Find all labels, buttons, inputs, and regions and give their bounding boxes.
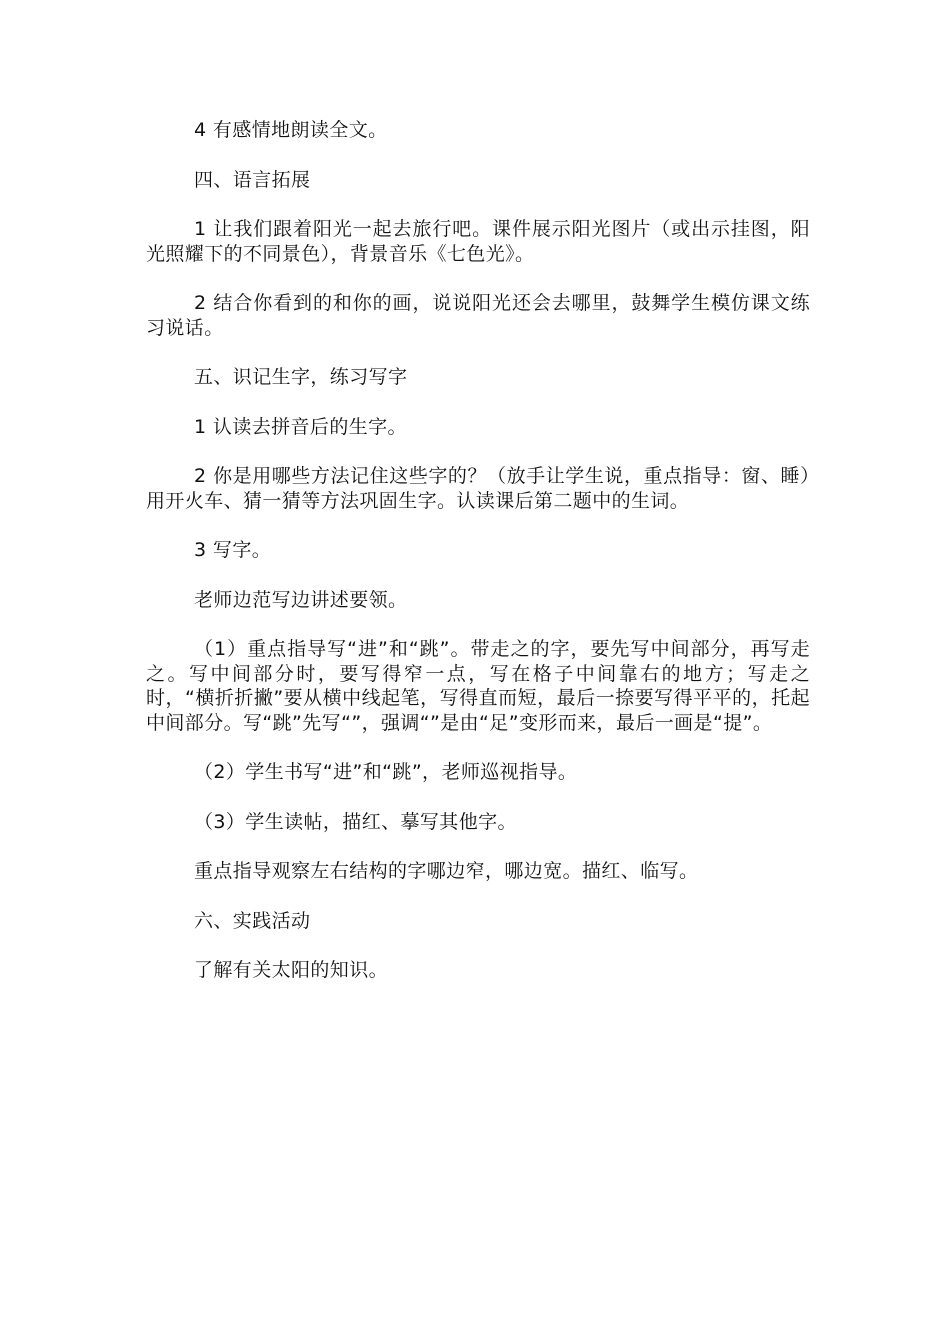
section-heading-practice: 六、实践活动 bbox=[194, 909, 311, 932]
section-heading-language-extension: 四、语言拓展 bbox=[194, 168, 311, 191]
writing-guidance-2: （2）学生书写“进”和“跳”，老师巡视指导。 bbox=[194, 761, 578, 783]
characters-item-2: 2 你是用哪些方法记住这些字的？（放手让学生说，重点指导：窗、睡）用开火车、猜一猜等方法巩固生字。认读课后第二题中的生词。 bbox=[146, 465, 810, 512]
practice-item: 了解有关太阳的知识。 bbox=[194, 959, 389, 981]
extension-item-2: 2 结合你看到的和你的画，说说阳光还会去哪里，鼓舞学生模仿课文练习说话。 bbox=[146, 292, 810, 339]
extension-item-1: 1 让我们跟着阳光一起去旅行吧。课件展示阳光图片（或出示挂图，阳光照耀下的不同景色），背景音乐《七色光》。 bbox=[146, 218, 810, 265]
step-4-read-aloud: 4 有感情地朗读全文。 bbox=[194, 119, 388, 141]
structure-guidance: 重点指导观察左右结构的字哪边窄，哪边宽。描红、临写。 bbox=[194, 860, 699, 882]
section-heading-characters: 五、识记生字，练习写字 bbox=[194, 366, 408, 388]
writing-guidance-3: （3）学生读帖，描红、摹写其他字。 bbox=[194, 810, 517, 833]
writing-guidance-1: （1）重点指导写“进”和“跳”。带走之的字，要先写中间部分，再写走之。写中间部分时，要写得窄一点，写在格子中间靠右的地方；写走之时，“横折折撇”要从横中线起笔，写得直而短，最后一捺要写得平平的，托起中间部分。写“跳”先写“”，强调“”是由“足”变形而来，最后一画是“提”。 bbox=[146, 638, 810, 734]
document-page bbox=[146, 118, 810, 1008]
characters-item-3: 3 写字。 bbox=[194, 539, 272, 561]
characters-item-1: 1 认读去拼音后的生字。 bbox=[194, 415, 407, 438]
teacher-demo-note: 老师边范写边讲述要领。 bbox=[194, 588, 408, 611]
